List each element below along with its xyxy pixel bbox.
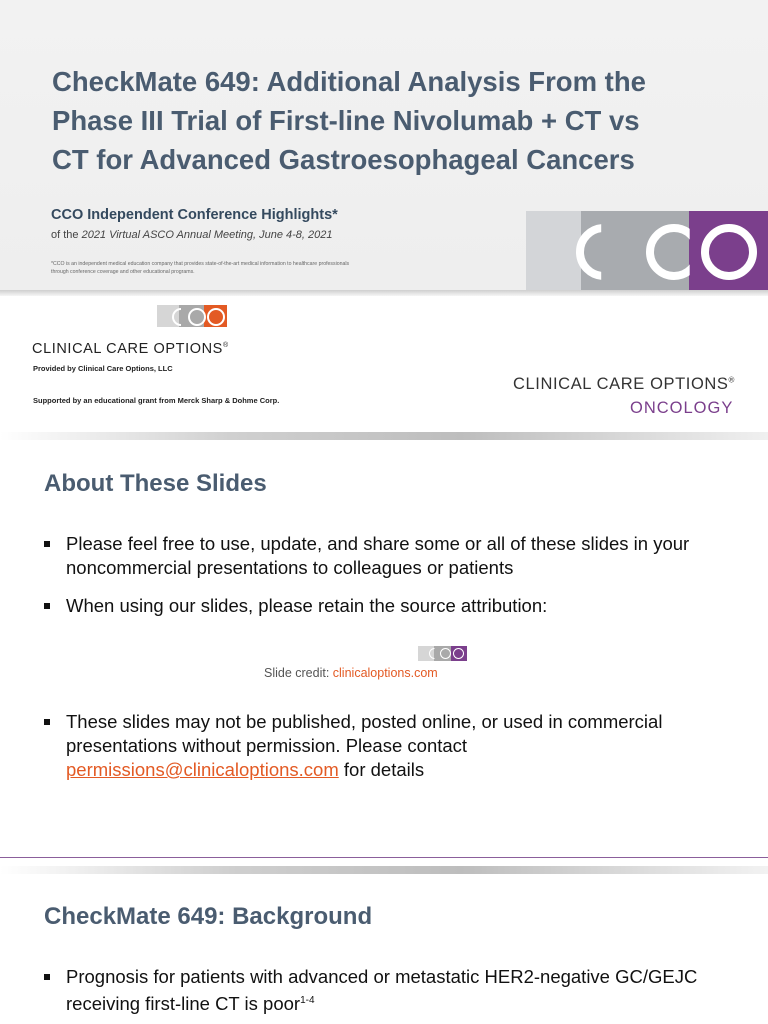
bullet-text: When using our slides, please retain the source attribution: <box>66 595 548 616</box>
logo-ring-icon <box>701 224 757 280</box>
permissions-email-link[interactable]: permissions@clinicaloptions.com <box>66 759 339 780</box>
meeting-prefix: of the <box>51 229 82 241</box>
slide-separator <box>0 290 768 296</box>
cco-oncology-wordmark <box>513 375 735 394</box>
background-heading: CheckMate 649: Background <box>44 903 373 930</box>
conference-highlights-subtitle: CCO Independent Conference Highlights* <box>51 207 338 223</box>
registered-mark: ® <box>728 375 736 385</box>
oncology-label: ONCOLOGY <box>630 399 734 417</box>
bullet-square-icon <box>44 719 50 725</box>
logo-ring-icon <box>440 648 451 659</box>
bullet-text <box>44 965 734 1016</box>
slide-credit-link[interactable]: clinicaloptions.com <box>332 666 438 680</box>
provided-by-text: Provided by Clinical Care Options, LLC <box>33 364 173 373</box>
cco-logo-credit <box>418 646 467 661</box>
bullet-square-icon <box>44 974 50 980</box>
slide-credit-label: Slide credit: <box>264 666 333 680</box>
footnote: *CCO is an independent medical education company that provides state-of-the-art medical information to healthcare professionals through conference coverage and other educational programs. <box>51 261 350 275</box>
logo-ring-icon <box>207 308 225 326</box>
slide-divider <box>0 857 768 858</box>
slide-separator <box>0 866 768 874</box>
bullet-square-icon <box>44 541 50 547</box>
bullet-square-icon <box>44 603 50 609</box>
cco-logo-large <box>526 211 768 290</box>
cco-logo-small <box>157 305 227 327</box>
slide-title <box>52 62 712 179</box>
title-line: CT for Advanced Gastroesophageal Cancers <box>52 144 635 175</box>
supported-by-text: Supported by an educational grant from Merck Sharp & Dohme Corp. <box>33 396 280 405</box>
bullet-item <box>44 965 734 1016</box>
about-slides-heading: About These Slides <box>44 470 267 497</box>
slide-separator <box>0 432 768 440</box>
slide-credit <box>264 666 438 680</box>
title-line: Phase III Trial of First-line Nivolumab + CT vs <box>52 105 640 136</box>
registered-mark: ® <box>222 342 229 350</box>
meeting-line <box>51 229 333 241</box>
title-line: CheckMate 649: Additional Analysis From the <box>52 66 646 97</box>
bullet-text <box>44 710 734 782</box>
bullet-text-part: Prognosis for patients with advanced or metastatic HER2-negative GC/GEJC receiving first-line CT is poor <box>66 966 698 1015</box>
bullet-text-part: These slides may not be published, posted online, or used in commercial presentations without permission. Please contact <box>66 711 663 756</box>
cco-wordmark <box>32 341 229 357</box>
bullet-item <box>44 594 734 618</box>
logo-ring-icon <box>188 308 206 326</box>
cco-wordmark-text: CLINICAL CARE OPTIONS <box>32 341 223 357</box>
meeting-name: 2021 Virtual ASCO Annual Meeting, June 4-8, 2021 <box>81 229 333 241</box>
reference-superscript: 1-4 <box>300 995 315 1006</box>
bullet-item <box>44 710 734 782</box>
bullet-text-part: for details <box>338 759 425 780</box>
cco-oncology-brand: CLINICAL CARE OPTIONS <box>513 375 729 393</box>
bullet-item <box>44 532 734 580</box>
bullet-text: Please feel free to use, update, and share some or all of these slides in your noncommercial presentations to colleagues or patients <box>66 533 690 578</box>
logo-ring-icon <box>453 648 464 659</box>
